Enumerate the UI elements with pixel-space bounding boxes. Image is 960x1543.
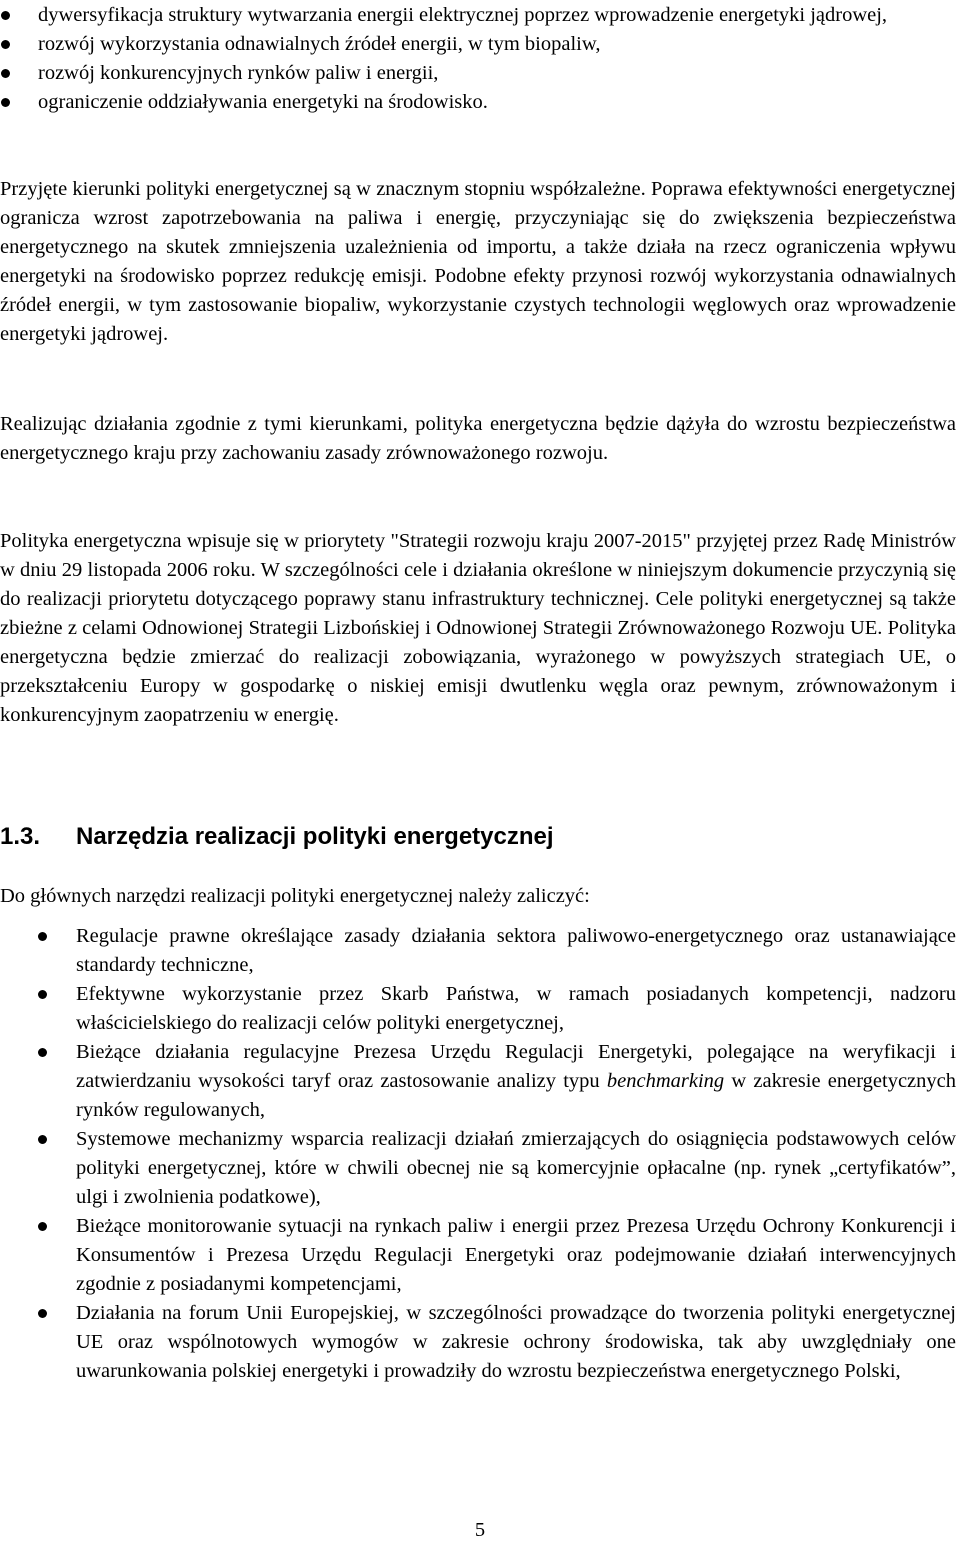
page-number: 5 xyxy=(474,1519,486,1541)
list-item-text: Regulacje prawne określające zasady działania sektora paliwowo-energetycznego oraz ustanawiające standardy techniczne, xyxy=(76,925,956,976)
list-item xyxy=(0,980,956,1038)
list-item xyxy=(0,88,957,117)
bullet-icon xyxy=(1,11,10,20)
list-item xyxy=(0,1299,956,1386)
tools-list xyxy=(0,922,960,1386)
list-item xyxy=(0,1125,956,1212)
bullet-icon xyxy=(38,1309,47,1318)
list-item-text: dywersyfikacja struktury wytwarzania energii elektrycznej poprzez wprowadzenie energetyki jądrowej, xyxy=(38,4,888,26)
section-intro: Do głównych narzędzi realizacji polityki energetycznej należy zaliczyć: xyxy=(0,885,590,907)
list-item xyxy=(0,59,957,88)
list-item-text: ograniczenie oddziaływania energetyki na środowisko. xyxy=(38,91,488,113)
section-title: Narzędzia realizacji polityki energetycznej xyxy=(76,823,554,850)
list-item-text: rozwój konkurencyjnych rynków paliw i energii, xyxy=(38,62,439,84)
section-heading xyxy=(0,820,956,854)
section-number: 1.3. xyxy=(0,823,41,850)
bullet-icon xyxy=(1,98,10,107)
list-item xyxy=(0,1212,956,1299)
list-item xyxy=(0,1,957,30)
paragraph-security-goal: Realizując działania zgodnie z tymi kierunkami, polityka energetyczna będzie dążyła do wzrostu bezpieczeństwa energetycznego kraju przy zachowaniu zasady zrównoważonego rozwoju. xyxy=(0,413,956,464)
bullet-icon xyxy=(1,69,10,78)
list-item-text: Działania na forum Unii Europejskiej, w szczególności prowadzące do tworzenia polityki energetycznej UE oraz wspólnotowych wymogów w zakresie ochrony środowiska, tak aby uwzględniały one uwarunkowania polskiej energetyki i prowadziły do wzrostu bezpieczeństwa energetycznego Polski, xyxy=(76,1302,956,1382)
list-item-text: rozwój wykorzystania odnawialnych źródeł energii, w tym biopaliw, xyxy=(38,33,601,55)
paragraph-strategy-alignment: Polityka energetyczna wpisuje się w priorytety "Strategii rozwoju kraju 2007-2015" przyjętej przez Radę Ministrów w dniu 29 listopada 2006 roku. W szczególności cele i działania określone w niniejszym dokumencie przyczynią się do realizacji priorytetu dotyczącego poprawy stanu infrastruktury technicznej. Cele polityki energetycznej są także zbieżne z celami Odnowionej Strategii Lizbońskiej i Odnowionej Strategii Zrównoważonego Rozwoju UE. Polityka energetyczna będzie zmierzać do realizacji zobowiązania, wyrażonego w powyższych strategiach UE, o przekształceniu Europy w gospodarkę o niskiej emisji dwutlenku węgla oraz pewnym, zrównoważonym i konkurencyjnym zaopatrzeniu w energię. xyxy=(0,530,956,726)
list-item-text: Bieżące monitorowanie sytuacji na rynkach paliw i energii przez Prezesa Urzędu Ochrony Konkurencji i Konsumentów i Prezesa Urzędu Regulacji Energetyki oraz podejmowanie działań interwencyjnych zgodnie z posiadanymi kompetencjami, xyxy=(76,1215,956,1295)
bullet-icon xyxy=(38,990,47,999)
bullet-icon xyxy=(1,40,10,49)
list-item xyxy=(0,30,957,59)
bullet-icon xyxy=(38,1135,47,1144)
list-item-text: Systemowe mechanizmy wsparcia realizacji działań zmierzających do osiągnięcia podstawowych celów polityki energetycznej, które w chwili obecnej nie są komercyjnie opłacalne (np. rynek „certyfikatów”, ulgi i zwolnienia podatkowe), xyxy=(76,1128,956,1208)
list-item xyxy=(0,922,956,980)
list-item-text-continued: w zakresie energetycznych rynków regulowanych, xyxy=(76,1070,956,1121)
paragraph-interdependence: Przyjęte kierunki polityki energetycznej są w znacznym stopniu współzależne. Poprawa efektywności energetycznej ogranicza wzrost zapotrzebowania na paliwa i energię, przyczyniając się do zwiększenia bezpieczeństwa energetycznego na skutek zmniejszenia uzależnienia od importu, a także działa na rzecz ograniczenia wpływu energetyki na środowisko poprzez redukcję emisji. Podobne efekty przynosi rozwój wykorzystania odnawialnych źródeł energii, w tym zastosowanie biopaliw, wykorzystanie czystych technologii węglowych oraz wprowadzenie energetyki jądrowej. xyxy=(0,178,956,345)
bullet-icon xyxy=(38,1048,47,1057)
list-item xyxy=(0,1038,956,1125)
list-item-text: Bieżące działania regulacyjne Prezesa Urzędu Regulacji Energetyki, polegające na weryfikacji i zatwierdzaniu wysokości taryf oraz zastosowanie analizy typu xyxy=(76,1041,956,1092)
bullet-icon xyxy=(38,932,47,941)
bullet-icon xyxy=(38,1222,47,1231)
italic-term: benchmarking xyxy=(606,1070,725,1092)
energy-directions-list xyxy=(0,1,960,117)
list-item-text: Efektywne wykorzystanie przez Skarb Państwa, w ramach posiadanych kompetencji, nadzoru właścicielskiego do realizacji celów polityki energetycznej, xyxy=(76,983,956,1034)
